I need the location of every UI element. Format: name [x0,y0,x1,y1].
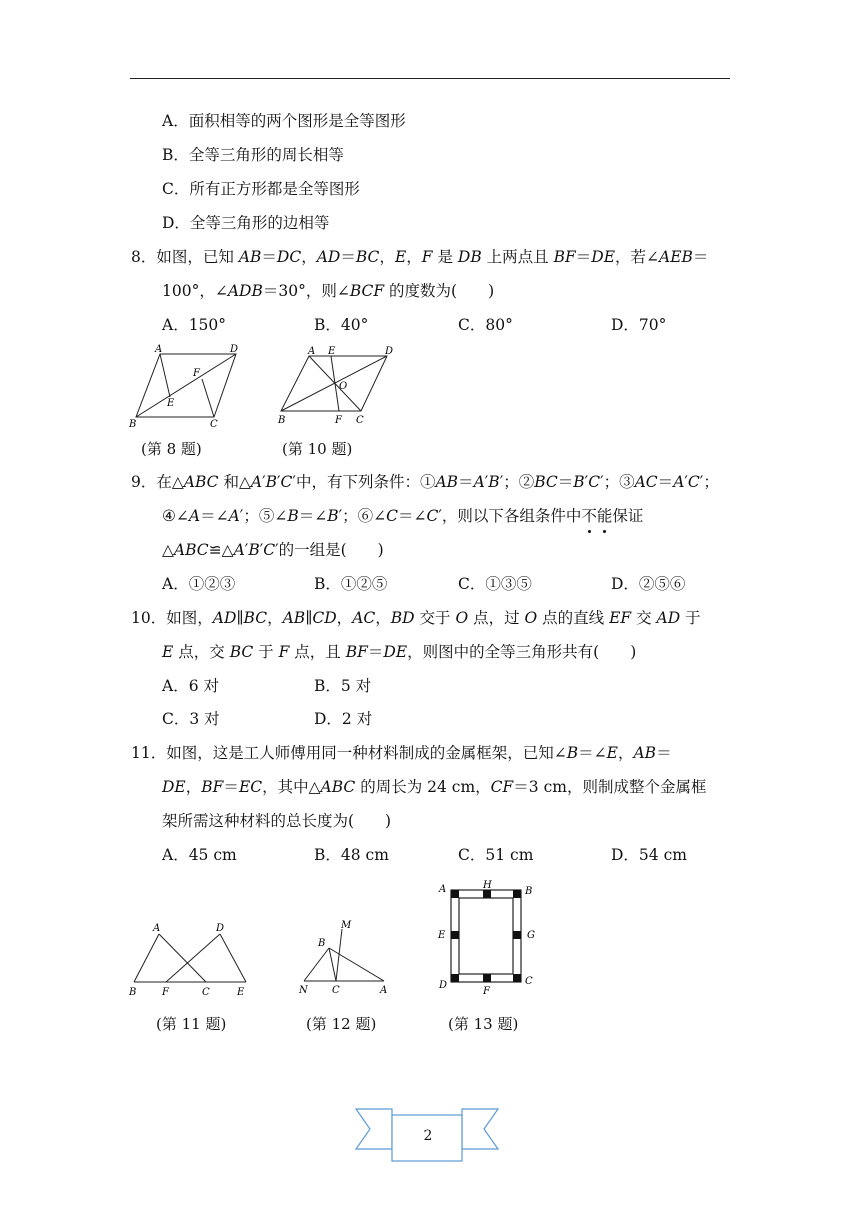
q13-label-h: H [483,880,492,891]
q10-label-b: B [278,415,286,426]
q13-label-g: G [527,930,535,941]
q12-label-m: M [341,920,352,931]
q11-option-c: C．51 cm [458,846,534,864]
q10-figure [275,342,401,432]
q8-option-a: A．150° [162,316,227,334]
q9-option-b: B．①②⑤ [314,575,388,593]
q11-option-d: D．54 cm [611,846,687,864]
q13-label-b: B [525,886,533,897]
q9-option-c: C．①③⑤ [458,575,532,593]
q10-option-c: C．3 对 [162,710,220,728]
q8-label-e: E [167,398,175,409]
q13-label-c: C [525,976,533,987]
q11-stem-line-3: 架所需这种材料的总长度为( ) [162,812,392,830]
q7-option-c: C．所有正方形都是全等图形 [162,180,360,198]
q10-stem-line-2: E 点，交 BC 于 F 点，且 BF＝DE，则图中的全等三角形共有( ) [162,643,637,661]
q11-option-a: A．45 cm [162,846,237,864]
q13-label-f: F [483,986,490,997]
q8-caption: (第 8 题) [141,440,202,458]
q8-stem-line-1: 8．如图，已知 AB＝DC，AD＝BC，E，F 是 DB 上两点且 BF＝DE，若∠AEB＝ [131,248,709,266]
q11-number: 11． [131,744,167,762]
q10-caption: (第 10 题) [282,440,353,458]
q9-option-a: A．①②③ [162,575,236,593]
q9-option-d: D．②⑤⑥ [611,575,686,593]
q9-stem-line-2: ④∠A＝∠A′；⑤∠B＝∠B′；⑥∠C＝∠C′，则以下各组条件中不能保证 [162,507,644,525]
q12-label-n: N [299,985,308,996]
q7-option-a: A．面积相等的两个图形是全等图形 [162,112,406,130]
q12-label-c: C [332,985,340,996]
q12-label-a: A [380,985,388,996]
q12-caption: (第 12 题) [306,1015,377,1033]
q8-stem-line-2: 100°，∠ADB＝30°，则∠BCF 的度数为( ) [162,282,495,300]
q8-label-b: B [129,419,137,430]
q7-option-b: B．全等三角形的周长相等 [162,146,344,164]
q10-option-a: A．6 对 [162,677,219,695]
q8-label-c: C [210,419,218,430]
q9-number: 9． [131,473,157,491]
q8-option-d: D．70° [611,316,667,334]
q11-label-a: A [153,923,161,934]
header-rule [130,78,730,79]
q7-option-d: D．全等三角形的边相等 [162,214,330,232]
q10-label-e: E [328,346,336,357]
q8-label-d: D [230,344,239,355]
q11-label-d: D [216,923,225,934]
q11-figure [126,920,256,1000]
q8-option-c: C．80° [458,316,513,334]
q8-option-b: B．40° [314,316,369,334]
q9-stem-line-1: 9．在△ABC 和△A′B′C′中，有下列条件：①AB＝A′B′；②BC＝B′C′；③AC＝A′C′； [131,473,719,491]
q11-option-b: B．48 cm [314,846,389,864]
q8-label-f: F [193,368,200,379]
q11-label-c: C [202,987,210,998]
q11-caption: (第 11 题) [156,1015,227,1033]
q10-option-d: D．2 对 [314,710,373,728]
q10-label-f: F [335,415,342,426]
q11-stem-line-2: DE，BF＝EC，其中△ABC 的周长为 24 cm，CF＝3 cm，则制成整个金属框 [162,778,707,796]
q10-label-o: O [339,381,348,392]
q12-figure [296,915,396,997]
q10-option-b: B．5 对 [314,677,372,695]
q9-stem-line-3: △ABC≌△A′B′C′的一组是( ) [162,541,384,559]
q10-label-d: D [385,346,394,357]
q8-label-a: A [155,344,163,355]
q12-label-b: B [318,938,326,949]
q11-stem-line-1: 11．如图，这是工人师傅用同一种材料制成的金属框架，已知∠B＝∠E，AB＝ [131,744,672,762]
page-number: 2 [423,1128,433,1144]
q10-label-c: C [356,415,364,426]
q11-label-e: E [237,987,245,998]
q11-label-f: F [162,987,169,998]
q13-label-e: E [438,930,446,941]
q13-label-a: A [439,884,447,895]
q10-label-a: A [308,346,316,357]
q10-stem-line-1: 10．如图，AD∥BC，AB∥CD，AC，BD 交于 O 点，过 O 点的直线 EF 交 AD 于 [131,609,701,627]
q13-caption: (第 13 题) [448,1015,519,1033]
q8-figure [126,342,252,432]
q13-figure [435,878,545,998]
q13-label-d: D [439,980,448,991]
q8-number: 8． [131,248,157,266]
q10-number: 10． [131,609,167,627]
q11-label-b: B [129,987,137,998]
